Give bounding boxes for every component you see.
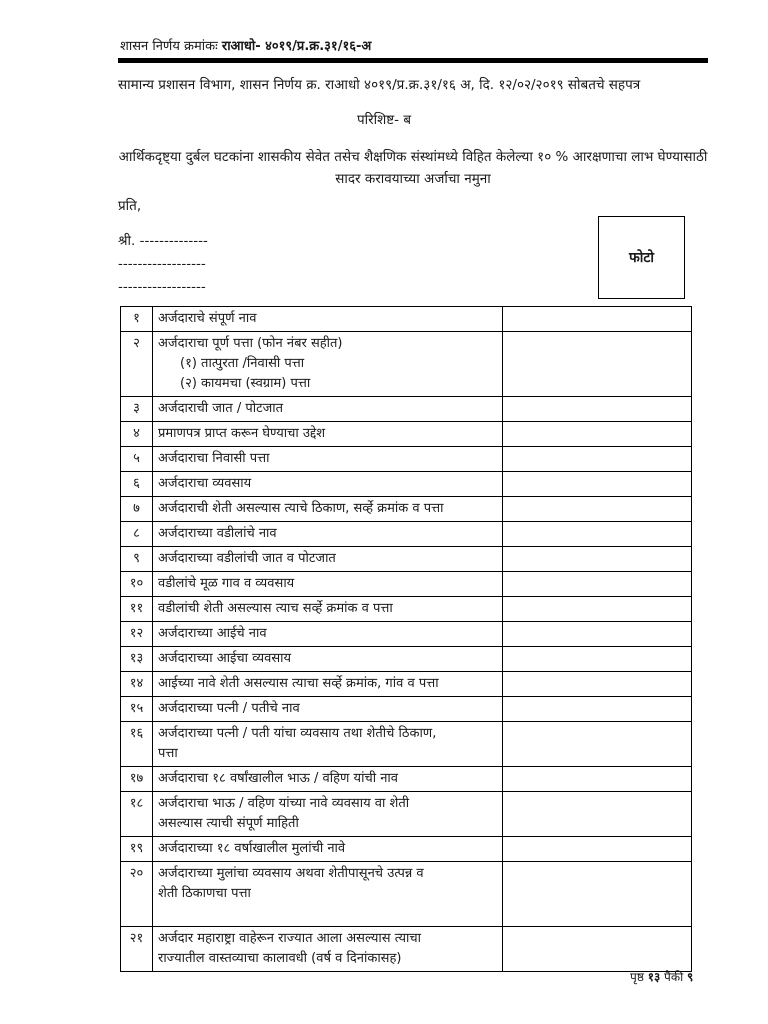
addressee-line-1: श्री. -------------- bbox=[118, 233, 208, 249]
item-text-line: अर्जदाराची जात / पोटजात bbox=[158, 401, 284, 416]
row-number: २० bbox=[121, 862, 153, 927]
item-text-line: अर्जदाराच्या मुलांचा व्यवसाय अथवा शेतीपासूनचे उत्पन्न व bbox=[158, 866, 424, 881]
addressee-line-2: ------------------ bbox=[118, 256, 206, 272]
table-row bbox=[121, 672, 692, 697]
item-text-line: आईच्या नावे शेती असल्यास त्याचा सर्व्हे क्रमांक, गांव व पत्ता bbox=[158, 676, 439, 691]
row-answer-field[interactable] bbox=[503, 547, 692, 572]
item-text-line: अर्जदाराच्या पत्नी / पती यांचा व्यवसाय तथा शेतीचे ठिकाण, bbox=[158, 726, 437, 741]
row-item-label bbox=[153, 397, 503, 422]
row-number: ८ bbox=[121, 522, 153, 547]
row-item-label bbox=[153, 422, 503, 447]
row-answer-field[interactable] bbox=[503, 332, 692, 397]
footer-prefix: पृष्ठ bbox=[630, 970, 644, 984]
row-item-label bbox=[153, 722, 503, 767]
item-text-line: अर्जदाराचा व्यवसाय bbox=[158, 476, 252, 491]
item-text-line: वडीलांची शेती असल्यास त्याच सर्व्हे क्रमांक व पत्ता bbox=[158, 601, 393, 616]
row-answer-field[interactable] bbox=[503, 927, 692, 972]
item-text-line: पत्ता bbox=[158, 746, 178, 761]
item-text-line: अर्जदाराचा १८ वर्षांखालील भाऊ / वहिण यांची नाव bbox=[158, 771, 399, 786]
row-number: ९ bbox=[121, 547, 153, 572]
row-number: १६ bbox=[121, 722, 153, 767]
row-item-label bbox=[153, 767, 503, 792]
item-text-line: अर्जदाराचे संपूर्ण नाव bbox=[158, 311, 257, 326]
table-row bbox=[121, 697, 692, 722]
row-number: ५ bbox=[121, 447, 153, 472]
header-rule bbox=[118, 58, 708, 63]
item-text-line: अर्जदाराच्या वडीलांची जात व पोटजात bbox=[158, 551, 336, 566]
table-row bbox=[121, 647, 692, 672]
item-text-line: अर्जदार महाराष्ट्रा वाहेरून राज्यात आला असल्यास त्याचा bbox=[158, 931, 422, 946]
item-text-line: अर्जदाराच्या वडीलांचे नाव bbox=[158, 526, 277, 541]
row-item-label bbox=[153, 697, 503, 722]
row-number: ४ bbox=[121, 422, 153, 447]
application-form-table bbox=[120, 306, 692, 972]
row-number: २१ bbox=[121, 927, 153, 972]
item-text-line: प्रमाणपत्र प्राप्त करून घेण्याचा उद्देश bbox=[158, 426, 326, 441]
table-row bbox=[121, 332, 692, 397]
row-item-label bbox=[153, 792, 503, 837]
item-text-line: वडीलांचे मूळ गाव व व्यवसाय bbox=[158, 576, 295, 591]
row-item-label bbox=[153, 927, 503, 972]
photo-box bbox=[598, 216, 685, 299]
footer-page-total: ९ bbox=[687, 970, 694, 984]
row-answer-field[interactable] bbox=[503, 722, 692, 767]
row-answer-field[interactable] bbox=[503, 862, 692, 927]
footer-middle: पैकी bbox=[664, 970, 684, 984]
table-row bbox=[121, 597, 692, 622]
row-item-label bbox=[153, 547, 503, 572]
gr-reference-number: राआधो- ४०१९/प्र.क्र.३१/१६-अ bbox=[221, 39, 372, 54]
photo-label: फोटो bbox=[628, 250, 655, 266]
row-item-label bbox=[153, 862, 503, 927]
item-sub-line: (२) कायमचा (स्वग्राम) पत्ता bbox=[180, 376, 311, 391]
row-number: १४ bbox=[121, 672, 153, 697]
item-text-line: अर्जदाराच्या आईचे नाव bbox=[158, 626, 267, 641]
row-answer-field[interactable] bbox=[503, 597, 692, 622]
row-item-label bbox=[153, 332, 503, 397]
row-item-label bbox=[153, 572, 503, 597]
row-answer-field[interactable] bbox=[503, 672, 692, 697]
item-text-line: अर्जदाराच्या आईचा व्यवसाय bbox=[158, 651, 292, 666]
table-row bbox=[121, 422, 692, 447]
table-row bbox=[121, 522, 692, 547]
page-footer bbox=[630, 968, 693, 985]
table-row bbox=[121, 547, 692, 572]
row-item-label bbox=[153, 597, 503, 622]
item-sub-line: (१) तात्पुरता /निवासी पत्ता bbox=[180, 356, 305, 371]
item-text-line: अर्जदाराची शेती असल्यास त्याचे ठिकाण, सर्व्हे क्रमांक व पत्ता bbox=[158, 501, 444, 516]
row-item-label bbox=[153, 837, 503, 862]
row-answer-field[interactable] bbox=[503, 472, 692, 497]
row-number: १ bbox=[121, 307, 153, 332]
item-text-line: शेती ठिकाणचा पत्ता bbox=[158, 886, 251, 901]
row-answer-field[interactable] bbox=[503, 497, 692, 522]
row-number: १२ bbox=[121, 622, 153, 647]
row-answer-field[interactable] bbox=[503, 422, 692, 447]
application-form-body bbox=[121, 307, 692, 972]
item-text-line: अर्जदाराच्या १८ वर्षाखालील मुलांची नावे bbox=[158, 841, 346, 856]
row-item-label bbox=[153, 447, 503, 472]
row-number: १० bbox=[121, 572, 153, 597]
row-number: १३ bbox=[121, 647, 153, 672]
row-number: १९ bbox=[121, 837, 153, 862]
table-row bbox=[121, 767, 692, 792]
row-answer-field[interactable] bbox=[503, 647, 692, 672]
row-item-label bbox=[153, 647, 503, 672]
table-row bbox=[121, 572, 692, 597]
item-text-line: अर्जदाराच्या पत्नी / पतीचे नाव bbox=[158, 701, 300, 716]
gr-reference bbox=[120, 36, 371, 54]
row-number: ३ bbox=[121, 397, 153, 422]
item-text-line: अर्जदाराचा निवासी पत्ता bbox=[158, 451, 270, 466]
table-row bbox=[121, 472, 692, 497]
row-number: २ bbox=[121, 332, 153, 397]
addressee-prefix: प्रति, bbox=[118, 198, 142, 214]
form-purpose-title: आर्थिकदृष्ट्या दुर्बल घटकांना शासकीय सेवेत तसेच शैक्षणिक संस्थांमध्ये विहित केलेल्या १० % आरक्षणाचा लाभ घेण्यासाठी सादर करावयाच्या अर्जाचा नमुना bbox=[118, 149, 708, 187]
addressee-line-3: ------------------ bbox=[118, 279, 206, 295]
table-row bbox=[121, 792, 692, 837]
item-text-line: अर्जदाराचा भाऊ / वहिण यांच्या नावे व्यवसाय वा शेती bbox=[158, 796, 410, 811]
table-row bbox=[121, 622, 692, 647]
appendix-heading: परिशिष्ट- ब bbox=[356, 112, 412, 128]
table-row bbox=[121, 837, 692, 862]
row-item-label bbox=[153, 622, 503, 647]
footer-page-number: १३ bbox=[647, 970, 661, 984]
row-number: ११ bbox=[121, 597, 153, 622]
table-row bbox=[121, 722, 692, 767]
row-number: ७ bbox=[121, 497, 153, 522]
document-subtitle: सामान्य प्रशासन विभाग, शासन निर्णय क्र. राआधो ४०१९/प्र.क्र.३१/१६ अ, दि. १२/०२/२०१९ सोबतचे सहपत्र bbox=[118, 77, 641, 93]
row-answer-field[interactable] bbox=[503, 697, 692, 722]
row-number: १५ bbox=[121, 697, 153, 722]
row-item-label bbox=[153, 522, 503, 547]
row-item-label bbox=[153, 307, 503, 332]
table-row bbox=[121, 862, 692, 927]
item-text-line: अर्जदाराचा पूर्ण पत्ता (फोन नंबर सहीत) bbox=[158, 336, 343, 351]
row-number: १८ bbox=[121, 792, 153, 837]
row-answer-field[interactable] bbox=[503, 792, 692, 837]
row-answer-field[interactable] bbox=[503, 307, 692, 332]
row-answer-field[interactable] bbox=[503, 572, 692, 597]
table-row bbox=[121, 927, 692, 972]
table-row bbox=[121, 307, 692, 332]
row-answer-field[interactable] bbox=[503, 837, 692, 862]
row-item-label bbox=[153, 672, 503, 697]
row-item-label bbox=[153, 472, 503, 497]
item-text-line: असल्यास त्याची संपूर्ण माहिती bbox=[158, 816, 299, 831]
row-number: १७ bbox=[121, 767, 153, 792]
item-text-line: राज्यातील वास्तव्याचा कालावधी (वर्ष व दिनांकासह) bbox=[158, 951, 402, 966]
table-row bbox=[121, 447, 692, 472]
row-answer-field[interactable] bbox=[503, 767, 692, 792]
row-answer-field[interactable] bbox=[503, 397, 692, 422]
gr-reference-prefix: शासन निर्णय क्रमांकः bbox=[120, 39, 218, 54]
row-item-label bbox=[153, 497, 503, 522]
row-number: ६ bbox=[121, 472, 153, 497]
table-row bbox=[121, 397, 692, 422]
table-row bbox=[121, 497, 692, 522]
row-answer-field[interactable] bbox=[503, 522, 692, 547]
row-answer-field[interactable] bbox=[503, 622, 692, 647]
row-answer-field[interactable] bbox=[503, 447, 692, 472]
